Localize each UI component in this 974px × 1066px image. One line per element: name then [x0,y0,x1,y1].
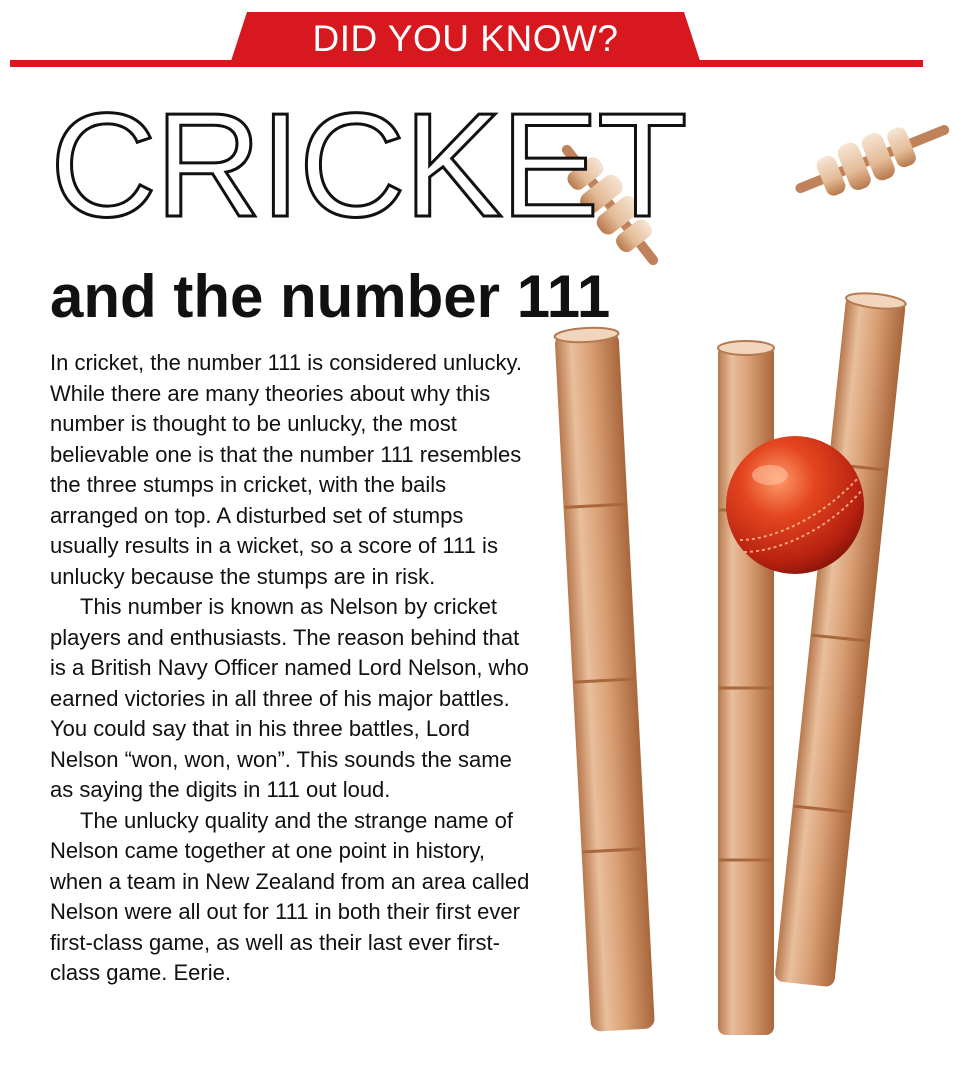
right-stump [774,291,906,987]
right-bail [787,106,958,212]
left-stump [554,326,655,1031]
article-paragraph-2: This number is known as Nelson by cricket players and enthusiasts. The reason behind that is a British Navy Officer named Lord Nelson, who earned victories in all three of his major battles. You could say that in his three battles, Lord Nelson “won, won, won”. This sounds the same as saying the digits in 111 out loud. [50,594,529,802]
article-paragraph-1: In cricket, the number 111 is considered unlucky. While there are many theories about why this number is thought to be unlucky, the most believable one is that the number 111 resembles the three stumps in cricket, with the bails arranged on top. A disturbed set of stumps usually results in a wicket, so a score of 111 is unlucky because the stumps are in risk. [50,350,523,589]
subheadline: and the number 111 [50,263,611,330]
cricket-ball [726,436,864,574]
article-paragraph-3: The unlucky quality and the strange name of Nelson came together at one point in history, when a team in New Zealand from an area called Nelson were all out for 111 in both their first ever first-class game, as well as their last ever first-class game. Eerie. [50,807,530,985]
banner-label: DID YOU KNOW? [312,18,619,59]
headline: CRICKET [50,83,686,248]
